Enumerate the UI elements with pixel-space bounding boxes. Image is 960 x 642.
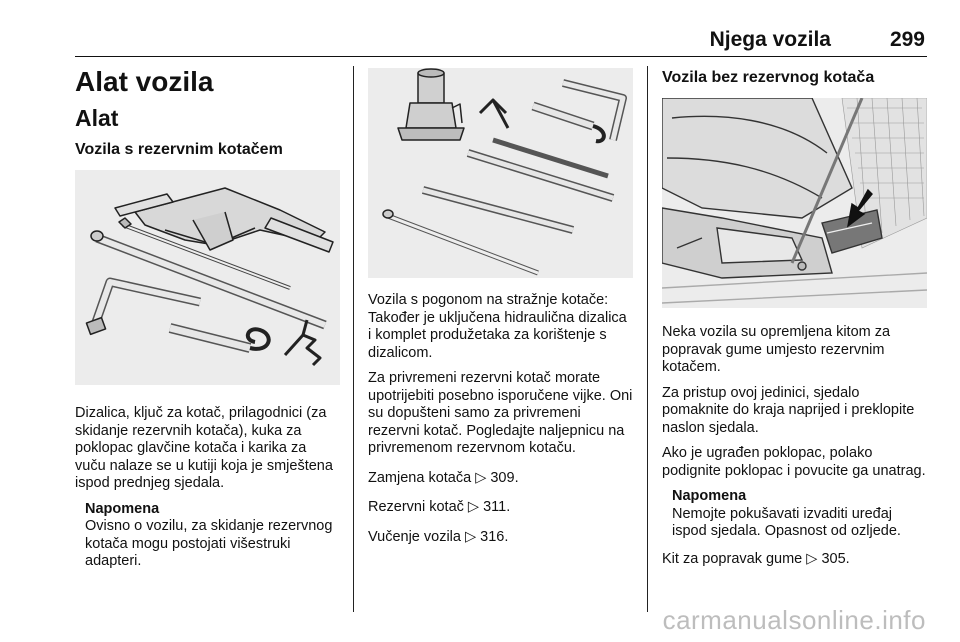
section-title: Alat vozila [75,66,214,97]
tools-illustration-with-spare [75,170,340,385]
note-title: Napomena [672,488,747,504]
header-title: Njega vozila [709,28,831,51]
subsection-title: Alat [75,105,119,131]
cross-reference-link[interactable]: Kit za popravak gume ▷ 305. [662,550,850,567]
page-header [75,20,927,57]
paragraph: Dizalica, ključ za kotač, prilagodnici (za skidanje rezervnih kotača), kuka za poklopac glavčine kotača i karika za vuču nalaze se u kutiji koja je smještena ispod prednjeg sjedala. [75,405,333,491]
page-number: 299 [889,28,925,51]
hydraulic-jack-illustration [368,68,633,278]
note-box [75,501,340,571]
column-1 [75,56,340,571]
column-3 [662,56,927,568]
paragraph: Vozila s pogonom na stražnje kotače: Također je uključena hidraulična dizalica i komplet produžetaka za korištenje s dizalicom. [368,292,627,361]
seat-and-kit-drawing [662,98,927,308]
column-2 [368,56,633,546]
note-title: Napomena [85,500,160,517]
note-box [662,488,927,541]
hydraulic-jack-and-extensions-drawing [368,68,633,278]
scissor-jack-and-tools-drawing [75,170,340,385]
paragraph: Za privremeni rezervni kotač morate upotrijebiti posebno isporučene vijke. Oni su dopušteni samo za privremeni rezervni kotač. Pogledajte naljepnicu na privremenom rezervnom kotaču. [368,370,633,456]
paragraph: Neka vozila su opremljena kitom za popravak gume umjesto rezervnim kotačem. [662,324,891,375]
column-divider [353,66,354,612]
paragraph: Za pristup ovoj jedinici, sjedalo pomaknite do kraja naprijed i preklopite naslon sjedala. [662,384,915,436]
watermark: carmanualsonline.info [662,605,926,635]
column-divider [647,66,648,612]
subheading-with-spare: Vozila s rezervnim kotačem [75,141,283,158]
cross-reference-link[interactable]: Vučenje vozila ▷ 316. [368,528,509,545]
subheading-without-spare: Vozila bez rezervnog kotača [662,69,875,86]
note-text: Nemojte pokušavati izvaditi uređaj ispod sjedala. Opasnost od ozljede. [672,505,901,539]
paragraph: Ako je ugrađen poklopac, polako podignite poklopac i povucite ga unatrag. [662,445,926,479]
cross-reference-link[interactable]: Rezervni kotač ▷ 311. [368,499,511,515]
under-seat-illustration [662,98,927,308]
cross-reference-link[interactable]: Zamjena kotača ▷ 309. [368,469,519,486]
note-text: Ovisno o vozilu, za skidanje rezervnog kotača mogu postojati višestruki adapteri. [85,518,333,569]
